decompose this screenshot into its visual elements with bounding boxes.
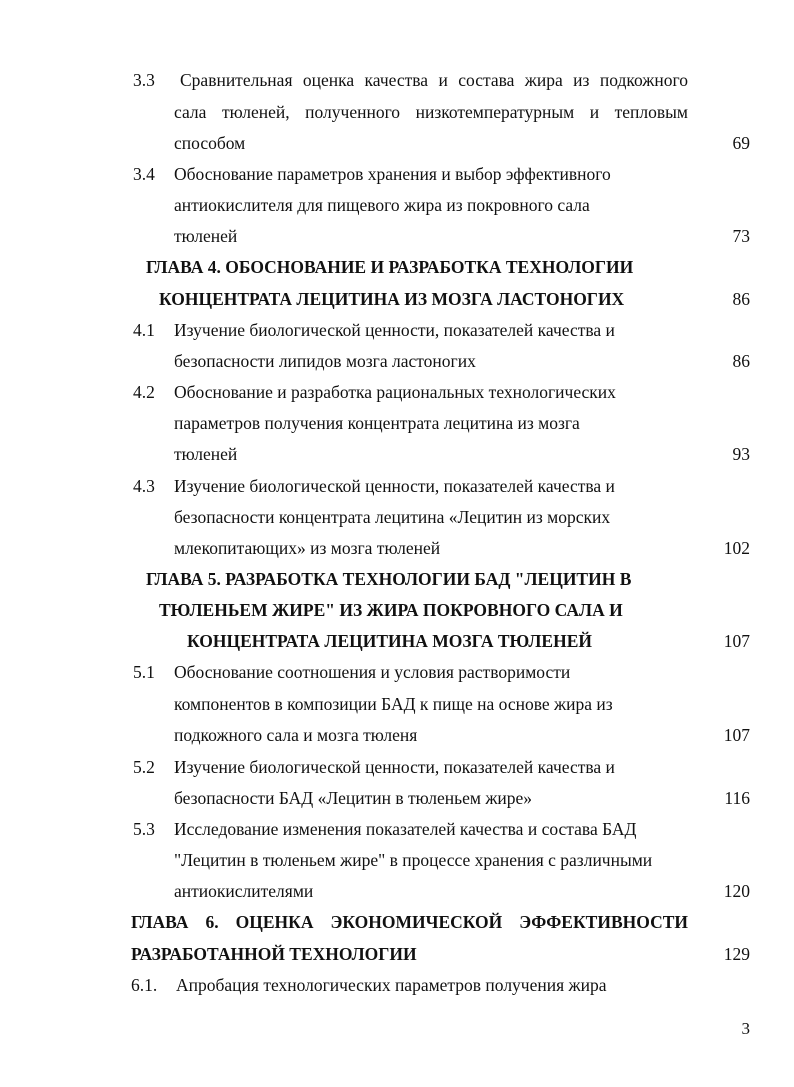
page-ref: 93: [732, 444, 750, 464]
entry-text: Изучение биологической ценности, показателей качества и: [174, 320, 615, 340]
page-ref: 69: [732, 133, 750, 153]
chapter-title: КОНЦЕНТРАТА ЛЕЦИТИНА ИЗ МОЗГА ЛАСТОНОГИХ: [159, 289, 625, 309]
section-number: 6.1.: [131, 975, 158, 995]
entry-text: безопасности концентрата лецитина «Лецитин из морских: [174, 507, 611, 527]
chapter-title: ГЛАВА 4. ОБОСНОВАНИЕ И РАЗРАБОТКА ТЕХНОЛОГИИ: [146, 257, 634, 277]
page-ref: 107: [723, 725, 750, 745]
entry-text: тюленей: [174, 226, 238, 246]
page-number: 3: [741, 1019, 750, 1038]
section-number: 5.3: [133, 819, 155, 839]
page-ref: 116: [724, 788, 750, 808]
entry-text: млекопитающих» из мозга тюленей: [174, 538, 441, 558]
entry-text: компонентов в композиции БАД к пище на основе жира из: [174, 694, 613, 714]
page-ref: 86: [732, 289, 750, 309]
chapter-title: ТЮЛЕНЬЕМ ЖИРЕ" ИЗ ЖИРА ПОКРОВНОГО САЛА И: [159, 600, 623, 620]
entry-text: Апробация технологических параметров получения жира: [176, 975, 607, 995]
entry-text: Изучение биологической ценности, показателей качества и: [174, 476, 615, 496]
entry-text: сала тюленей, полученного низкотемпературным и тепловым: [174, 102, 688, 122]
entry-text: антиокислителями: [174, 881, 314, 901]
entry-text: Обоснование и разработка рациональных технологических: [174, 382, 616, 402]
section-number: 4.2: [133, 382, 155, 402]
chapter-title: КОНЦЕНТРАТА ЛЕЦИТИНА МОЗГА ТЮЛЕНЕЙ: [187, 631, 592, 651]
entry-text: Обоснование параметров хранения и выбор эффективного: [174, 164, 611, 184]
page-ref: 86: [732, 351, 750, 371]
entry-text: тюленей: [174, 444, 238, 464]
chapter-title: РАЗРАБОТАННОЙ ТЕХНОЛОГИИ: [131, 944, 417, 964]
page-ref: 120: [723, 881, 750, 901]
section-number: 4.1: [133, 320, 155, 340]
section-number: 5.2: [133, 757, 155, 777]
entry-text: параметров получения концентрата лецитина из мозга: [174, 413, 580, 433]
section-number: 3.4: [133, 164, 155, 184]
entry-text: подкожного сала и мозга тюленя: [174, 725, 418, 745]
entry-text: безопасности БАД «Лецитин в тюленьем жире»: [174, 788, 533, 808]
chapter-title: ГЛАВА 5. РАЗРАБОТКА ТЕХНОЛОГИИ БАД "ЛЕЦИТИН В: [146, 569, 632, 589]
section-number: 5.1: [133, 662, 155, 682]
entry-text: Обоснование соотношения и условия растворимости: [174, 662, 571, 682]
section-number: 3.3: [133, 70, 155, 90]
entry-text: безопасности липидов мозга ластоногих: [174, 351, 476, 371]
entry-text: Исследование изменения показателей качества и состава БАД: [174, 819, 637, 839]
page-ref: 129: [723, 944, 750, 964]
entry-text: Изучение биологической ценности, показателей качества и: [174, 757, 615, 777]
page-ref: 73: [732, 226, 750, 246]
entry-text: способом: [174, 133, 246, 153]
section-number: 4.3: [133, 476, 155, 496]
entry-text: "Лецитин в тюленьем жире" в процессе хранения с различными: [174, 850, 653, 870]
entry-text: Сравнительная оценка качества и состава жира из подкожного: [180, 70, 688, 90]
page-ref: 102: [723, 538, 750, 558]
chapter-title: ГЛАВА 6. ОЦЕНКА ЭКОНОМИЧЕСКОЙ ЭФФЕКТИВНОСТИ: [131, 912, 688, 932]
entry-text: антиокислителя для пищевого жира из покровного сала: [174, 195, 590, 215]
page-ref: 107: [723, 631, 750, 651]
